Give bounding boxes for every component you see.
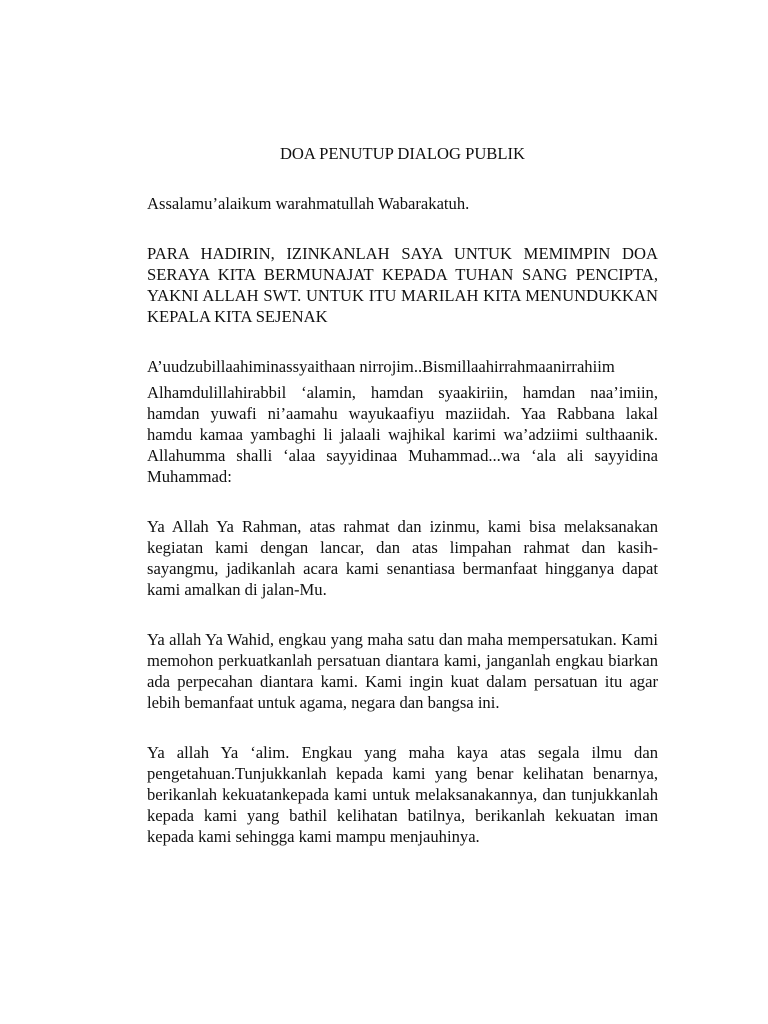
prayer-paragraph-alim: Ya allah Ya ‘alim. Engkau yang maha kaya atas segala ilmu dan pengetahuan.Tunjukkanlah kepada kami yang benar kelihatan benarnya, berikanlah kekuatankepada kami untuk melaksanakannya, dan tunjukkanlah kepada kami yang bathil kelihatan batilnya, berikanlah kekuatan iman kepada kami sehingga kami mampu menjauhinya. bbox=[147, 743, 658, 846]
document-body bbox=[147, 143, 658, 847]
taawudz-line: A’uudzubillaahiminassyaithaan nirrojim..Bismillaahirrahmaanirrahiim bbox=[147, 357, 615, 376]
hamdalah-paragraph: Alhamdulillahirabbil ‘alamin, hamdan syaakiriin, hamdan naa’imiin, hamdan yuwafi ni’aamahu wayukaafiyu maziidah. Yaa Rabbana lakal hamdu kamaa yambaghi li jalaali wajhikal karimi wa’adziimi sulthaanik. Allahumma shalli ‘alaa sayyidinaa Muhammad...wa ‘ala ali sayyidina Muhammad: bbox=[147, 383, 658, 486]
document-title: DOA PENUTUP DIALOG PUBLIK bbox=[279, 144, 526, 163]
invitation-paragraph: PARA HADIRIN, IZINKANLAH SAYA UNTUK MEMIMPIN DOA SERAYA KITA BERMUNAJAT KEPADA TUHAN SANG PENCIPTA, YAKNI ALLAH SWT. UNTUK ITU MARILAH KITA MENUNDUKKAN KEPALA KITA SEJENAK bbox=[147, 244, 658, 326]
greeting-paragraph: Assalamu’alaikum warahmatullah Wabarakatuh. bbox=[147, 194, 470, 213]
prayer-paragraph-rahman: Ya Allah Ya Rahman, atas rahmat dan izinmu, kami bisa melaksanakan kegiatan kami dengan lancar, dan atas limpahan rahmat dan kasih-sayangmu, jadikanlah acara kami senantiasa bermanfaat hingganya dapat kami amalkan di jalan-Mu. bbox=[147, 517, 658, 599]
prayer-paragraph-wahid: Ya allah Ya Wahid, engkau yang maha satu dan maha mempersatukan. Kami memohon perkuatkanlah persatuan diantara kami, janganlah engkau biarkan ada perpecahan diantara kami. Kami ingin kuat dalam persatuan itu agar lebih bemanfaat untuk agama, negara dan bangsa ini. bbox=[147, 630, 658, 712]
